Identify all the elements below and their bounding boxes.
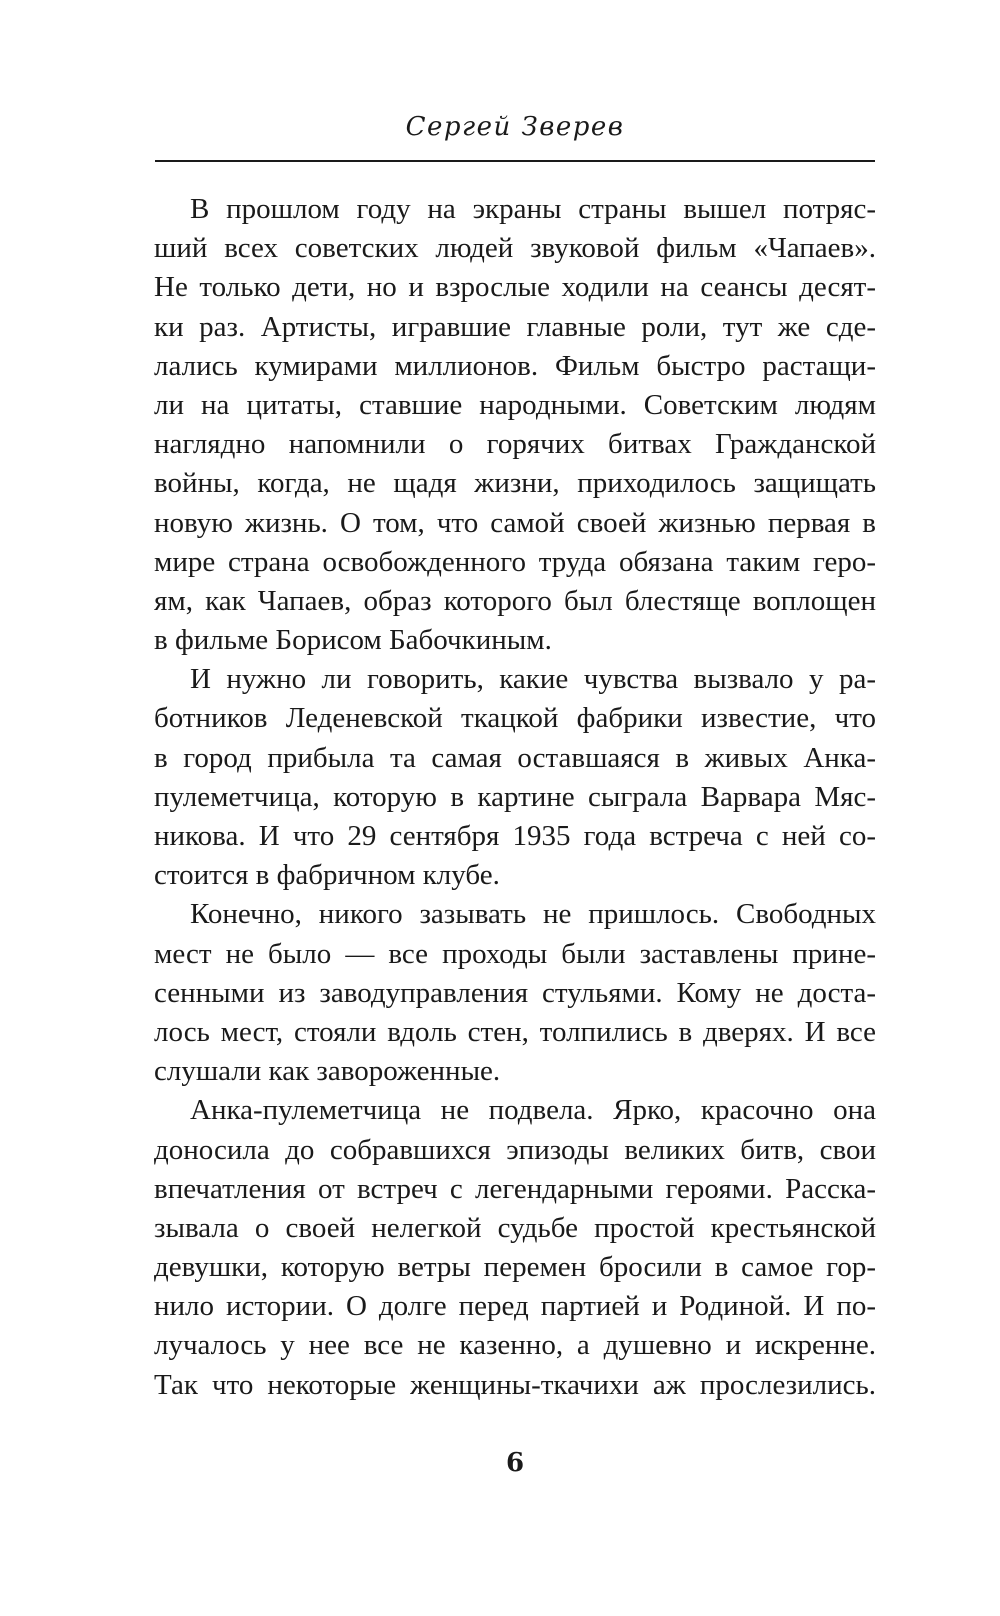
text-line: слушали как завороженные. [154, 1055, 501, 1088]
text-line: И нужно ли говорить, какие чувства вызвало у ра- [190, 663, 876, 696]
paragraph [154, 660, 876, 895]
text-line: Не только дети, но и взрослые ходили на сеансы десят- [154, 271, 876, 304]
text-line: нило истории. О долге перед партией и Родиной. И по- [154, 1290, 876, 1323]
text-line: пулеметчица, которую в картине сыграла Варвара Мяс- [154, 780, 876, 813]
paragraph [154, 1091, 876, 1405]
text-line: наглядно напомнили о горячих битвах Гражданской [154, 428, 876, 461]
paragraph [154, 190, 876, 660]
text-line: ли на цитаты, ставшие народными. Советским людям [154, 388, 876, 421]
text-line: впечатления от встреч с легендарными героями. Расска- [154, 1172, 876, 1205]
running-head-author: Сергей Зверев [405, 112, 625, 142]
page-number: 6 [505, 1448, 525, 1478]
text-line: войны, когда, не щадя жизни, приходилось защищать [154, 467, 876, 500]
header-rule [155, 160, 875, 162]
text-line: ботников Леденевской ткацкой фабрики известие, что [154, 702, 876, 735]
text-line: зывала о своей нелегкой судьбе простой крестьянской [154, 1211, 876, 1244]
text-line: никова. И что 29 сентября 1935 года встреча с ней со- [154, 820, 876, 852]
text-line: лались кумирами миллионов. Фильм быстро растащи- [154, 349, 876, 382]
text-line: Конечно, никого зазывать не пришлось. Свободных [190, 898, 876, 931]
text-line: стоится в фабричном клубе. [154, 859, 500, 892]
text-line: Анка-пулеметчица не подвела. Ярко, красочно она [190, 1094, 876, 1127]
text-line: ки раз. Артисты, игравшие главные роли, тут же сде- [154, 310, 876, 343]
text-line: в фильме Борисом Бабочкиным. [154, 624, 552, 657]
text-line: лось мест, стояли вдоль стен, толпились в дверях. И все [154, 1015, 876, 1048]
text-line: ший всех советских людей звуковой фильм «Чапаев». [154, 232, 876, 265]
text-line: Так что некоторые женщины-ткачихи аж прослезились. [154, 1368, 876, 1401]
text-line: доносила до собравшихся эпизоды великих битв, свои [154, 1133, 876, 1166]
text-line: сенными из заводуправления стульями. Кому не доста- [154, 976, 876, 1009]
text-line: мире страна освобожденного труда обязана таким геро- [154, 545, 876, 578]
text-line: новую жизнь. О том, что самой своей жизнью первая в [154, 506, 876, 539]
text-line: девушки, которую ветры перемен бросили в самое гор- [154, 1251, 876, 1284]
text-line: лучалось у нее все не казенно, а душевно и искренне. [154, 1329, 876, 1362]
body-text [154, 190, 876, 1405]
text-line: мест не было — все проходы были заставлены прине- [154, 937, 876, 970]
text-line: ям, как Чапаев, образ которого был блестяще воплощен [154, 584, 876, 617]
text-line: В прошлом году на экраны страны вышел потряс- [190, 193, 876, 225]
text-line: в город прибыла та самая оставшаяся в живых Анка- [154, 741, 876, 774]
paragraph [154, 895, 876, 1091]
